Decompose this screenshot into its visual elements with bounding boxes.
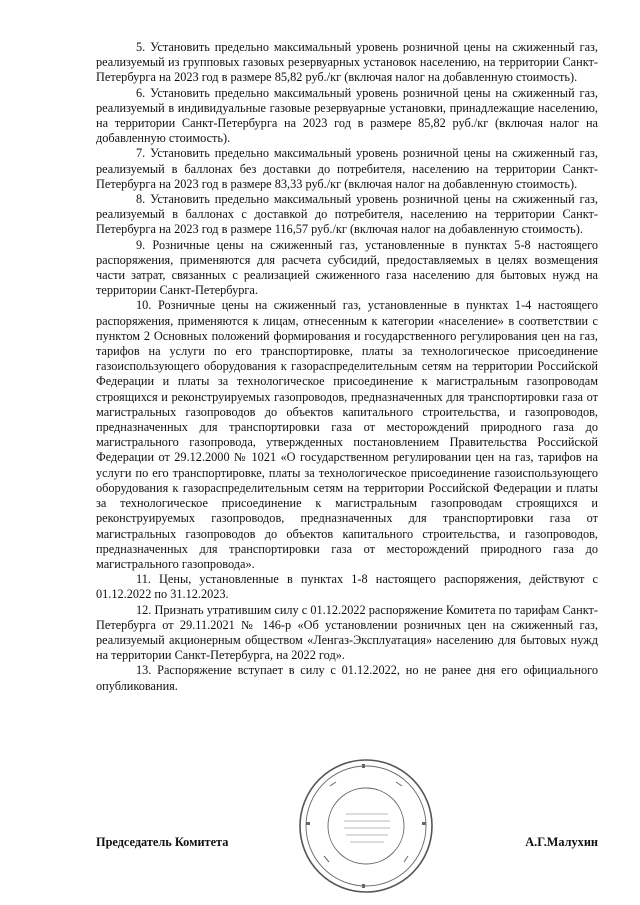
paragraph-13: 13. Распоряжение вступает в силу с 01.12.2022, но не ранее дня его официального опубликования. (96, 663, 598, 693)
signature-block (96, 835, 598, 855)
signer-name: А.Г.Малухин (525, 835, 598, 849)
signer-title: Председатель Комитета (96, 835, 229, 849)
paragraph-8: 8. Установить предельно максимальный уровень розничной цены на сжиженный газ, реализуемый в баллонах с доставкой до потребителя, населению на территории Санкт-Петербурга на 2023 год в размере 116,57 руб./кг (включая налог на добавленную стоимость). (96, 192, 598, 237)
paragraph-6: 6. Установить предельно максимальный уровень розничной цены на сжиженный газ, реализуемый в индивидуальные газовые резервуарные установки, принадлежащие населению, на территории Санкт-Петербурга на 2023 год в размере 85,82 руб./кг (включая налог на добавленную стоимость). (96, 85, 598, 146)
document-body (96, 40, 598, 694)
paragraph-11: 11. Цены, установленные в пунктах 1-8 настоящего распоряжения, действуют с 01.12.2022 по 31.12.2023. (96, 572, 598, 602)
paragraph-9: 9. Розничные цены на сжиженный газ, установленные в пунктах 5-8 настоящего распоряжения, применяются для расчета субсидий, предоставляемых в целях возмещения части затрат, связанных с реализацией сжиженного газа населению для бытовых нужд на территории Санкт-Петербурга. (96, 237, 598, 298)
paragraph-7: 7. Установить предельно максимальный уровень розничной цены на сжиженный газ, реализуемый в баллонах без доставки до потребителя, населению на территории Санкт-Петербурга на 2023 год в размере 83,33 руб./кг (включая налог на добавленную стоимость). (96, 146, 598, 191)
paragraph-5: 5. Установить предельно максимальный уровень розничной цены на сжиженный газ, реализуемый из групповых газовых резервуарных установок населению, на территории Санкт-Петербурга на 2023 год в размере 85,82 руб./кг (включая налог на добавленную стоимость). (96, 40, 598, 85)
paragraph-10: 10. Розничные цены на сжиженный газ, установленные в пунктах 1-4 настоящего распоряжения, применяются к лицам, отнесенным к категории «население» в соответствии с пунктом 2 Основных положений формирования и государственного регулирования цен на газ, тарифов на услуги по его транспортировке, платы за технологическое присоединение газоиспользующего оборудования к газораспределительным сетям на территории Российской Федерации и платы за технологическое присоединение к магистральным газопроводам строящихся и реконструируемых газопроводов, предназначенных для транспортировки газа от магистральных газопроводов до объектов капитального строительства, и газопроводов, предназначенных для транспортировки газа от месторождений природного газа до магистрального газопровода, утвержденных постановлением Правительства Российской Федерации от 29.12.2000 № 1021 «О государственном регулировании цен на газ, тарифов на услуги по его транспортировке, платы за технологическое присоединение газоиспользующего оборудования к газораспределительным сетям на территории Российской Федерации и платы за технологическое присоединение к магистральным газопроводам строящихся и реконструируемых газопроводов, предназначенных для транспортировки газа от магистральных газопроводов до объектов капитального строительства, и газопроводов, предназначенных для транспортировки газа от месторождений природного газа до магистрального газопровода». (96, 298, 598, 571)
official-stamp-icon (296, 756, 436, 896)
paragraph-12: 12. Признать утратившим силу с 01.12.2022 распоряжение Комитета по тарифам Санкт-Петербурга от 29.11.2021 № 146-р «Об установлении розничных цен на сжиженный газ, реализуемый акционерным обществом «Ленгаз-Эксплуатация» населению для бытовых нужд на территории Санкт-Петербурга, на 2022 год». (96, 602, 598, 663)
